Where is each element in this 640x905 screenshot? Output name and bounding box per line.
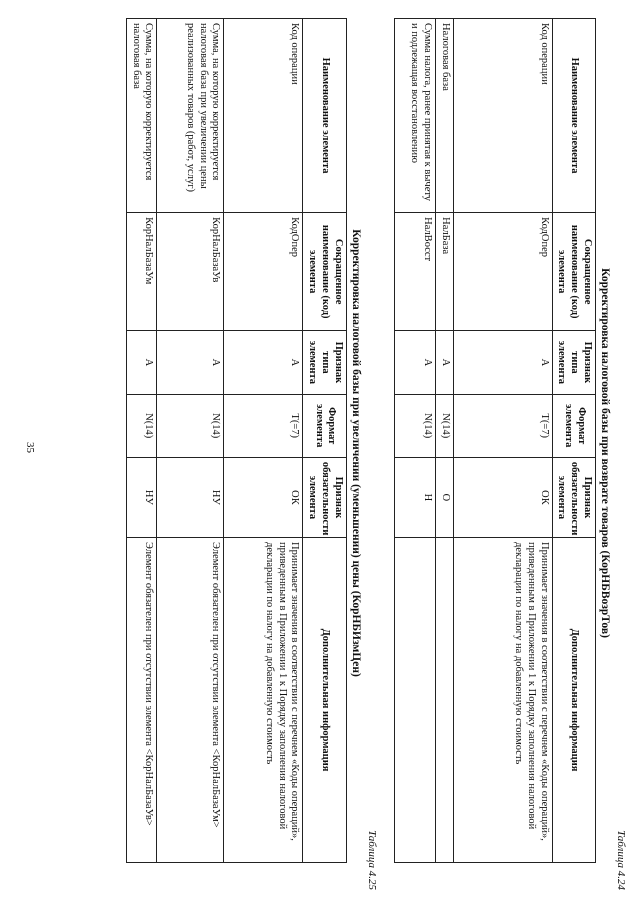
table-title-4-25: Корректировка налоговой базы при увеличении (уменьшении) цены (КорНБИзмЦен) — [349, 229, 362, 677]
cell-element-name: Сумма, на которую корректируется налоговая база — [126, 19, 157, 213]
cell-required: НУ — [157, 457, 224, 537]
cell-format: T(=7) — [453, 394, 552, 457]
table-caption-4-24: Таблица 4.24 — [615, 830, 627, 890]
table-header-row — [303, 19, 346, 863]
cell-element-name: Сумма, на которую корректируется налоговая база при увеличении цены реализованных товаров (работ, услуг) — [157, 19, 224, 213]
cell-element-name: Код операции — [224, 19, 303, 213]
cell-required: НУ — [126, 457, 157, 537]
header-additional-info: Дополнительная информация — [552, 538, 595, 863]
table-header-row — [552, 19, 595, 863]
cell-type: А — [157, 331, 224, 394]
header-element-name: Наименование элемента — [552, 19, 595, 213]
header-short-code: Сокращенное наименование (код) элемента — [303, 213, 346, 331]
table-4-25 — [126, 18, 347, 863]
cell-required: ОК — [224, 457, 303, 537]
cell-element-name: Налоговая база — [435, 19, 453, 213]
cell-element-name: Код операции — [453, 19, 552, 213]
cell-type: А — [224, 331, 303, 394]
table-row — [394, 19, 435, 863]
cell-required: Н — [394, 457, 435, 537]
page-number: 35 — [24, 442, 36, 453]
table-row — [126, 19, 157, 863]
header-required: Признак обязательности элемента — [552, 457, 595, 537]
cell-short-code: КодОпер — [453, 213, 552, 331]
cell-additional-info — [394, 538, 435, 863]
header-type: Признак типа элемента — [303, 331, 346, 394]
cell-additional-info: Принимает значения в соответствии с перечнем «Коды операций», приведенным в Приложении 1 к Порядку заполнения налоговой декларации по налогу на добавленную стоимость — [453, 538, 552, 863]
header-short-code: Сокращенное наименование (код) элемента — [552, 213, 595, 331]
header-element-name: Наименование элемента — [303, 19, 346, 213]
table-row — [435, 19, 453, 863]
cell-format: N(14) — [435, 394, 453, 457]
cell-additional-info: Элемент обязателен при отсутствии элемента <КорНалБазаУм> — [157, 538, 224, 863]
cell-short-code: КорНалБазаУм — [126, 213, 157, 331]
table-row — [157, 19, 224, 863]
cell-type: А — [435, 331, 453, 394]
table-caption-4-25: Таблица 4.25 — [365, 830, 378, 890]
table-row — [224, 19, 303, 863]
cell-additional-info — [435, 538, 453, 863]
cell-format: N(14) — [157, 394, 224, 457]
header-required: Признак обязательности элемента — [303, 457, 346, 537]
cell-type: А — [126, 331, 157, 394]
header-format: Формат элемента — [552, 394, 595, 457]
header-additional-info: Дополнительная информация — [303, 538, 346, 863]
cell-additional-info: Элемент обязателен при отсутствии элемента <КорНалБазаУв> — [126, 538, 157, 863]
cell-type: А — [453, 331, 552, 394]
cell-required: О — [435, 457, 453, 537]
cell-short-code: НалВосст — [394, 213, 435, 331]
cell-short-code: КорНалБазаУв — [157, 213, 224, 331]
cell-element-name: Сумма налога, ранее принятая к вычету и подлежащая восстановлению — [394, 19, 435, 213]
cell-additional-info: Принимает значения в соответствии с перечнем «Коды операций», приведенным в Приложении 1 к Порядку заполнения налоговой декларации по налогу на добавленную стоимость — [224, 538, 303, 863]
cell-format: T(=7) — [224, 394, 303, 457]
table-row — [453, 19, 552, 863]
rotated-page-content — [37, 8, 627, 898]
table-title-4-24: Корректировка налоговой базы при возврате товаров (КорНБВозрТов) — [599, 268, 611, 638]
table-4-24 — [394, 18, 596, 863]
cell-short-code: КодОпер — [224, 213, 303, 331]
cell-short-code: НалБаза — [435, 213, 453, 331]
cell-required: ОК — [453, 457, 552, 537]
cell-format: N(14) — [394, 394, 435, 457]
header-format: Формат элемента — [303, 394, 346, 457]
cell-format: N(14) — [126, 394, 157, 457]
header-type: Признак типа элемента — [552, 331, 595, 394]
cell-type: А — [394, 331, 435, 394]
